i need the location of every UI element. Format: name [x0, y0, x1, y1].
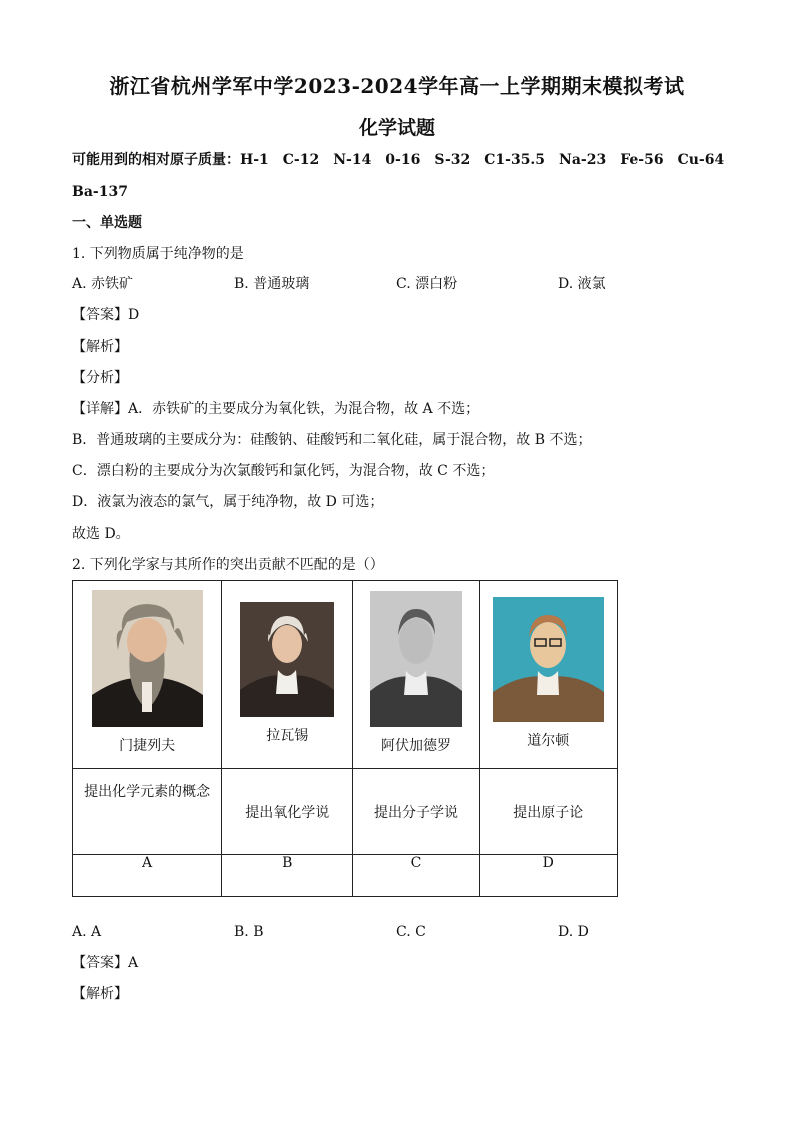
q1-option-b: B. 普通玻璃 — [234, 276, 310, 292]
mendeleev-portrait-image — [92, 590, 203, 727]
q2-contribution-a: 提出化学元素的概念 — [73, 769, 222, 855]
q2-option-c: C. C — [396, 924, 426, 940]
avogadro-name: 阿伏加德罗 — [380, 738, 451, 754]
q2-contribution-c: 提出分子学说 — [353, 769, 479, 855]
avogadro-portrait-image — [370, 591, 462, 727]
q1-option-a: A. 赤铁矿 — [72, 276, 134, 292]
q1-stem: 1. 下列物质属于纯净物的是 — [72, 246, 244, 262]
q1-detail-d: D．液氯为液态的氯气，属于纯净物，故 D 可选； — [72, 494, 384, 510]
q2-table — [72, 580, 618, 897]
lavoisier-portrait-image — [240, 602, 334, 717]
q2-cell-lavoisier — [222, 581, 353, 769]
dalton-portrait-image — [493, 597, 604, 722]
q2-label-a: A — [73, 855, 222, 897]
q2-contribution-d: 提出原子论 — [479, 769, 617, 855]
q2-cell-dalton — [479, 581, 617, 769]
q1-detail-b: B．普通玻璃的主要成分为：硅酸钠、硅酸钙和二氧化硅，属于混合物，故 B 不选； — [72, 432, 592, 448]
q2-label-c: C — [353, 855, 479, 897]
document-subtitle: 化学试题 — [358, 117, 435, 139]
q1-answer: 【答案】D — [72, 307, 140, 323]
q2-cell-mendeleev — [73, 581, 222, 769]
atomic-masses-line1: 可能用到的相对原子质量：H-1 C-12 N-14 0-16 S-32 C1-35.5 Na-23 Fe-56 Cu-64 — [72, 152, 725, 168]
q2-analysis-label: 【解析】 — [72, 986, 128, 1002]
section-heading: 一、单选题 — [72, 215, 142, 231]
q1-conclusion: 故选 D。 — [72, 526, 130, 542]
q1-option-d: D. 液氯 — [558, 276, 606, 292]
lavoisier-name: 拉瓦锡 — [266, 728, 309, 744]
q2-option-d: D. D — [558, 924, 589, 940]
q2-cell-avogadro — [353, 581, 479, 769]
q1-detail-c: C．漂白粉的主要成分为次氯酸钙和氯化钙，为混合物，故 C 不选； — [72, 463, 495, 479]
q2-option-a: A. A — [72, 924, 102, 940]
q2-stem: 2. 下列化学家与其所作的突出贡献不匹配的是（） — [72, 557, 384, 573]
q1-analysis-label: 【解析】 — [72, 339, 128, 355]
q1-detail-a: 【详解】A．赤铁矿的主要成分为氧化铁，为混合物，故 A 不选； — [72, 401, 480, 417]
q2-label-b: B — [222, 855, 353, 897]
document-title: 浙江省杭州学军中学2023-2024学年高一上学期期末模拟考试 — [109, 74, 685, 98]
dalton-name: 道尔顿 — [527, 733, 570, 749]
mendeleev-name: 门捷列夫 — [119, 738, 176, 754]
q1-fenxi-label: 【分析】 — [72, 370, 128, 386]
q2-option-b: B. B — [234, 924, 264, 940]
atomic-masses-line2: Ba-137 — [72, 184, 128, 200]
q2-answer: 【答案】A — [72, 955, 139, 971]
q2-contribution-b: 提出氧化学说 — [222, 769, 353, 855]
q1-option-c: C. 漂白粉 — [396, 276, 458, 292]
q2-label-d: D — [479, 855, 617, 897]
